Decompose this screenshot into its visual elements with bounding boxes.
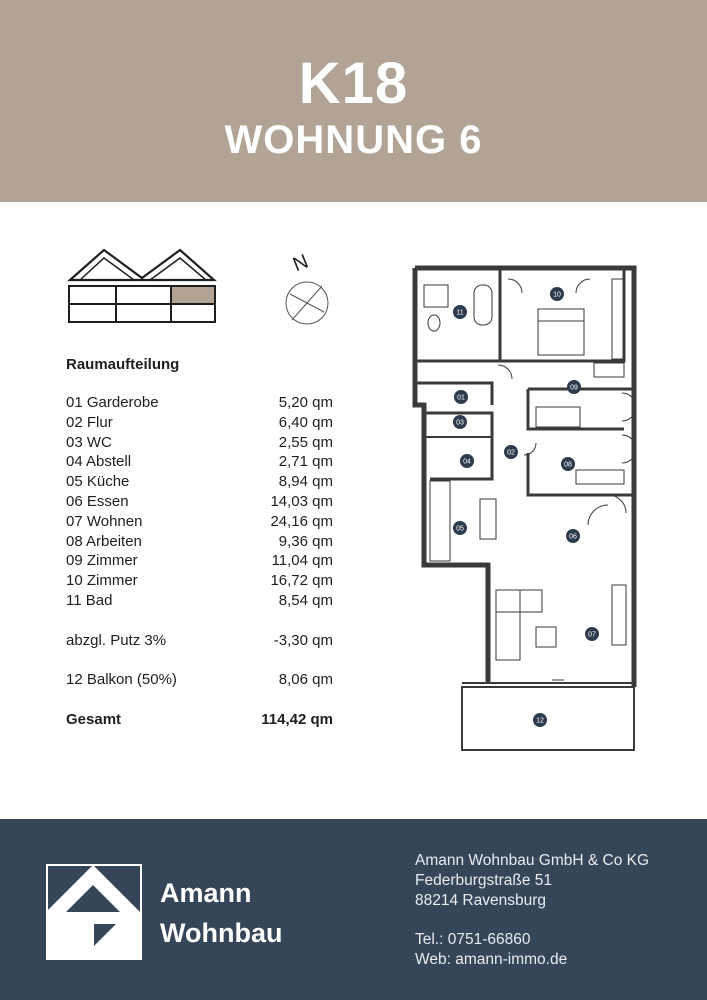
deduction-area: -3,30 qm xyxy=(273,631,333,649)
brand-name-line1: Amann xyxy=(160,878,252,908)
building-title: K18 xyxy=(298,51,409,116)
room-marker-05 xyxy=(453,521,467,535)
company-city: 88214 Ravensburg xyxy=(415,892,546,909)
room-name: 05 Küche xyxy=(66,473,130,491)
room-area: 6,40 qm xyxy=(278,413,333,431)
room-area: 2,71 qm xyxy=(278,453,333,471)
room-area: 5,20 qm xyxy=(278,394,333,411)
svg-text:12: 12 xyxy=(536,717,544,725)
highlighted-unit xyxy=(171,286,215,304)
floor-plan xyxy=(412,265,642,755)
room-name: 04 Abstell xyxy=(66,453,132,471)
balcony-label: 12 Balkon (50%) xyxy=(66,671,177,689)
total-label: Gesamt xyxy=(66,710,122,728)
brand-name-line2: Wohnbau xyxy=(160,918,283,948)
room-row xyxy=(66,433,333,453)
building-overview-icon xyxy=(66,246,218,324)
room-marker-04 xyxy=(460,454,474,468)
room-area: 16,72 qm xyxy=(270,572,333,590)
company-street: Federburgstraße 51 xyxy=(415,872,552,889)
amann-logo-icon xyxy=(46,864,142,960)
total-area: 114,42 qm xyxy=(261,710,333,728)
room-name: 09 Zimmer xyxy=(66,552,138,570)
room-marker-06 xyxy=(566,529,580,543)
compass-icon xyxy=(280,248,330,332)
room-area: 8,94 qm xyxy=(278,473,333,491)
room-name: 10 Zimmer xyxy=(66,572,138,590)
room-marker-02 xyxy=(504,445,518,459)
room-marker-01 xyxy=(454,390,468,404)
room-name: 11 Bad xyxy=(66,591,113,609)
svg-text:02: 02 xyxy=(507,449,515,457)
room-marker-09 xyxy=(567,380,581,394)
svg-text:10: 10 xyxy=(553,291,561,299)
svg-text:07: 07 xyxy=(588,631,596,639)
svg-text:11: 11 xyxy=(456,309,464,317)
room-marker-12 xyxy=(533,713,547,727)
room-marker-10 xyxy=(550,287,564,301)
room-name: 08 Arbeiten xyxy=(66,532,142,550)
room-area: 9,36 qm xyxy=(278,532,333,550)
svg-text:04: 04 xyxy=(463,458,471,466)
header-band xyxy=(0,0,707,202)
company-phone: Tel.: 0751-66860 xyxy=(415,931,531,948)
svg-text:01: 01 xyxy=(457,394,465,402)
room-area: 11,04 qm xyxy=(271,552,333,570)
room-row xyxy=(66,512,333,532)
room-row xyxy=(66,492,333,512)
room-name: 06 Essen xyxy=(66,492,129,510)
room-area: 14,03 qm xyxy=(270,492,333,510)
room-marker-11 xyxy=(453,305,467,319)
svg-text:09: 09 xyxy=(570,384,578,392)
svg-text:05: 05 xyxy=(456,525,464,533)
room-row xyxy=(66,452,333,472)
room-name: 02 Flur xyxy=(66,413,113,431)
company-web: Web: amann-immo.de xyxy=(415,951,568,968)
apartment-title: WOHNUNG 6 xyxy=(224,118,483,162)
room-marker-07 xyxy=(585,627,599,641)
svg-text:08: 08 xyxy=(564,461,572,469)
room-row xyxy=(66,393,333,413)
room-area: 2,55 qm xyxy=(278,433,333,451)
room-row xyxy=(66,591,333,611)
room-name: 03 WC xyxy=(66,433,112,451)
rooms-heading: Raumaufteilung xyxy=(66,356,180,373)
room-list xyxy=(66,393,333,730)
room-row xyxy=(66,551,333,571)
room-row xyxy=(66,571,333,591)
deduction-row xyxy=(66,631,333,651)
deduction-label: abzgl. Putz 3% xyxy=(66,631,167,649)
room-name: 07 Wohnen xyxy=(66,512,143,530)
room-row xyxy=(66,532,333,552)
balcony-area: 8,06 qm xyxy=(278,671,333,689)
svg-text:06: 06 xyxy=(569,533,577,541)
total-row xyxy=(66,710,333,730)
room-marker-08 xyxy=(561,457,575,471)
room-row xyxy=(66,413,333,433)
room-area: 24,16 qm xyxy=(270,512,333,530)
north-label: N xyxy=(289,250,312,277)
company-name: Amann Wohnbau GmbH & Co KG xyxy=(415,852,650,869)
room-area: 8,54 qm xyxy=(278,591,333,609)
svg-text:03: 03 xyxy=(456,419,464,427)
room-marker-03 xyxy=(453,415,467,429)
room-row xyxy=(66,472,333,492)
balcony-row xyxy=(66,670,333,690)
room-name: 01 Garderobe xyxy=(66,394,159,411)
